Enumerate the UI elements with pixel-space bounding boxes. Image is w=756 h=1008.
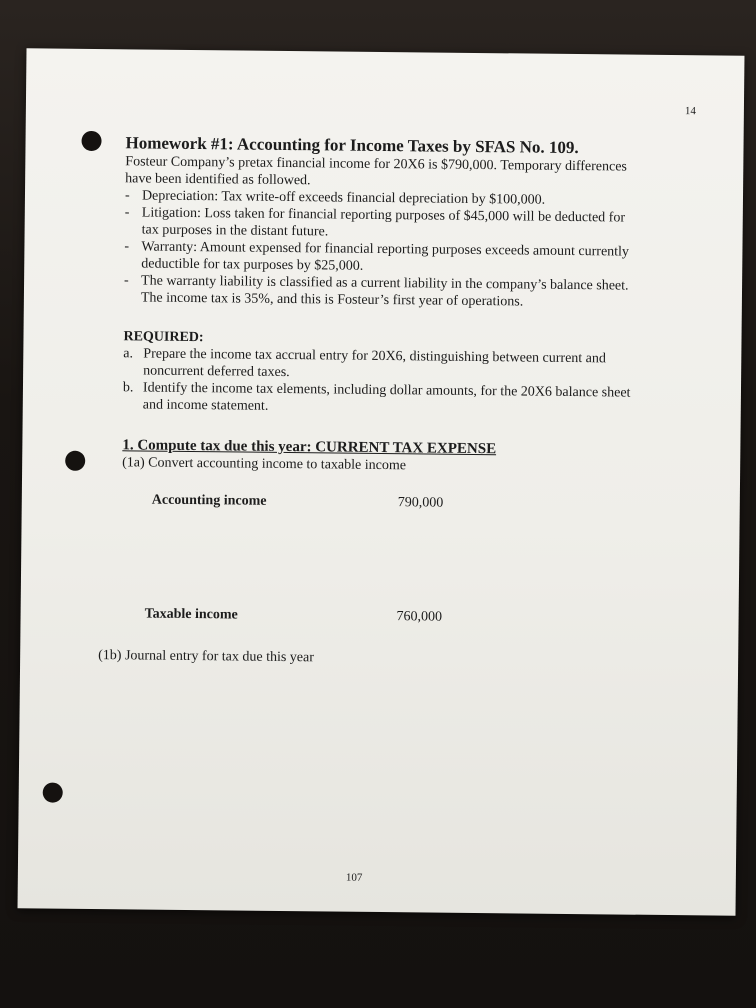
required-item-b bbox=[123, 379, 643, 418]
taxable-income-value: 760,000 bbox=[396, 609, 443, 625]
list-item-depreciation: - Depreciation: Tax write-off exceeds financial depreciation by $100,000. bbox=[125, 187, 645, 209]
homework-sheet bbox=[18, 48, 745, 915]
document-body bbox=[98, 133, 646, 669]
homework-intro: Fosteur Company’s pretax financial income for 20X6 is $790,000. Temporary differences have been identified as followed. bbox=[125, 154, 627, 189]
footer-page-number: 107 bbox=[345, 871, 363, 884]
punch-hole-top bbox=[81, 131, 101, 151]
page-number: 14 bbox=[684, 105, 696, 118]
list-item-warranty-liability: - The warranty liability is classified as a current liability in the company’s balance sheet. The income tax is 35%, and this is Fosteur’s first year of operations. bbox=[124, 272, 644, 311]
section-1b-journal-label: (1b) Journal entry for tax due this year bbox=[98, 648, 314, 666]
taxable-income-label: Taxable income bbox=[144, 606, 238, 623]
required-item-b-text: Identify the income tax elements, including dollar amounts, for the 20X6 balance sheet and income statement. bbox=[142, 380, 631, 414]
section-1-title: 1. Compute tax due this year: CURRENT TAX EXPENSE bbox=[122, 437, 497, 458]
required-item-b-label: b. bbox=[122, 380, 134, 396]
homework-title: Homework #1: Accounting for Income Taxes by SFAS No. 109. bbox=[125, 133, 579, 158]
required-item-a-label: a. bbox=[123, 346, 134, 362]
punch-hole-bottom bbox=[43, 782, 63, 802]
accounting-income-label: Accounting income bbox=[151, 492, 267, 509]
list-item-warranty: - Warranty: Amount expensed for financial reporting purposes exceeds amount currently deductible for tax purposes by $25,000. bbox=[124, 238, 644, 277]
punch-hole-middle bbox=[65, 451, 85, 471]
taxable-income-row bbox=[120, 605, 640, 630]
accounting-income-row bbox=[122, 491, 642, 516]
required-item-a-text: Prepare the income tax accrual entry for 20X6, distinguishing between current and noncurrent deferred taxes. bbox=[143, 346, 607, 381]
section-1a-subtitle: (1a) Convert accounting income to taxable income bbox=[122, 455, 407, 474]
list-item-litigation: - Litigation: Loss taken for financial reporting purposes of $45,000 will be deducted for tax purposes in the distant future. bbox=[125, 204, 645, 243]
required-item-a bbox=[123, 345, 643, 384]
required-heading: REQUIRED: bbox=[123, 329, 204, 346]
accounting-income-value: 790,000 bbox=[397, 495, 444, 511]
temporary-differences-list bbox=[124, 187, 645, 311]
